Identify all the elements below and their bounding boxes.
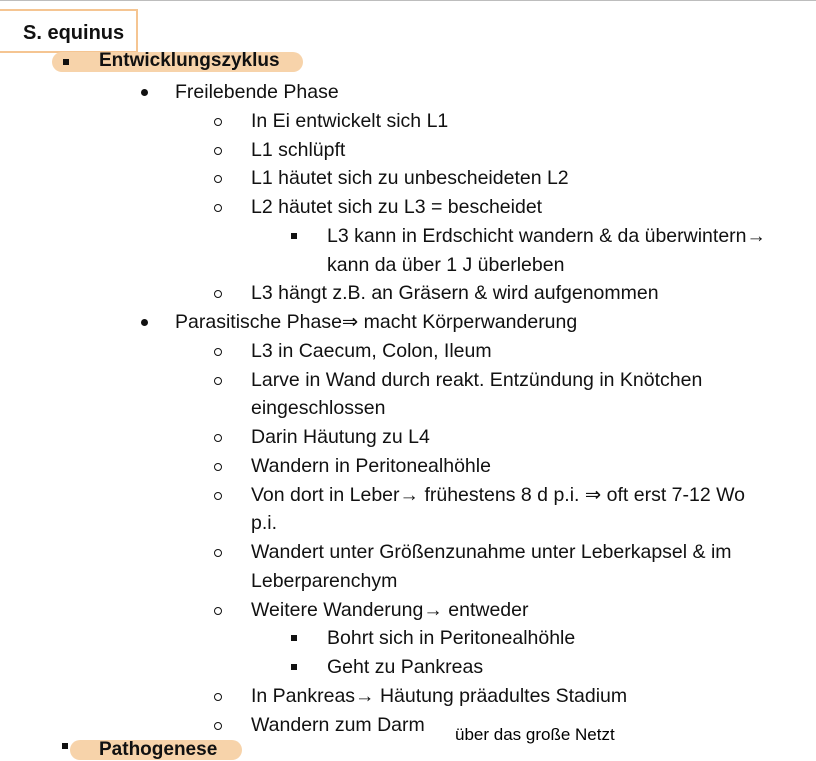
outline-item-level-2: Wandert unter Größenzunahme unter Leberkapsel & im xyxy=(251,541,732,563)
outline-item-level-2: Larve in Wand durch reakt. Entzündung in Knötchen xyxy=(251,368,703,391)
bullet-circle xyxy=(214,290,222,298)
bullet-circle xyxy=(214,204,222,212)
section-bullet-pathogenesis xyxy=(62,743,68,749)
section-heading-pathogenesis: Pathogenese xyxy=(99,739,218,760)
outline-item-level-2: Leberparenchym xyxy=(251,569,398,592)
outline-item-level-2: Weitere Wanderung→ entweder xyxy=(251,598,529,621)
outline-item-level-1: Freilebende Phase xyxy=(175,81,339,103)
outline-item-level-2: L3 in Caecum, Colon, Ileum xyxy=(251,339,492,362)
outline-item-level-2: Wandern zum Darm xyxy=(251,713,425,736)
section-heading-cycle: Entwicklungszyklus xyxy=(99,50,280,71)
document-title: S. equinus xyxy=(23,22,125,44)
bullet-circle xyxy=(214,722,222,730)
bullet-circle xyxy=(214,377,222,385)
outline-item-level-2: L3 hängt z.B. an Gräsern & wird aufgenommen xyxy=(251,282,659,305)
outline-item-level-2: In Ei entwickelt sich L1 xyxy=(251,109,449,132)
outline-item-level-2: In Pankreas→ Häutung präadultes Stadium xyxy=(251,684,628,707)
outline-item-level-1: Parasitische Phase⇒ macht Körperwanderung xyxy=(175,311,578,333)
bullet-circle xyxy=(214,607,222,615)
outline-item-level-2: L1 schlüpft xyxy=(251,138,346,161)
top-border xyxy=(0,0,816,1)
bullet-circle xyxy=(214,434,222,442)
bullet-circle xyxy=(214,175,222,183)
bullet-circle xyxy=(214,118,222,126)
bullet-circle xyxy=(214,463,222,471)
bullet-square xyxy=(291,635,297,641)
bullet-dot xyxy=(141,319,148,326)
bullet-circle xyxy=(214,492,222,500)
bullet-circle xyxy=(214,549,222,557)
outline-item-level-2: Von dort in Leber→ frühestens 8 d p.i. ⇒ oft erst 7-12 Wo xyxy=(251,483,745,506)
outline-item-level-2: p.i. xyxy=(251,512,278,535)
outline-item-level-3: kann da über 1 J überleben xyxy=(327,253,565,276)
bullet-square xyxy=(291,664,297,670)
section-bullet-cycle xyxy=(63,59,69,65)
section-pathogenesis-clipped xyxy=(60,739,245,760)
outline-item-level-3: Bohrt sich in Peritonealhöhle xyxy=(327,627,576,650)
bullet-dot xyxy=(141,89,148,96)
outline-item-level-3: L3 kann in Erdschicht wandern & da überwintern→ xyxy=(327,224,766,247)
handwritten-annotation: über das große Netzt xyxy=(455,725,615,744)
outline-item-level-2: eingeschlossen xyxy=(251,397,386,420)
outline-item-level-3: Geht zu Pankreas xyxy=(327,656,484,678)
outline-item-level-2: Wandern in Peritonealhöhle xyxy=(251,454,491,477)
bullet-square xyxy=(291,233,297,239)
bullet-circle xyxy=(214,147,222,155)
bullet-circle xyxy=(214,348,222,356)
outline-item-level-2: Darin Häutung zu L4 xyxy=(251,426,430,448)
outline-item-level-2: L2 häutet sich zu L3 = bescheidet xyxy=(251,196,543,218)
bullet-circle xyxy=(214,693,222,701)
outline-item-level-2: L1 häutet sich zu unbescheideten L2 xyxy=(251,167,569,190)
